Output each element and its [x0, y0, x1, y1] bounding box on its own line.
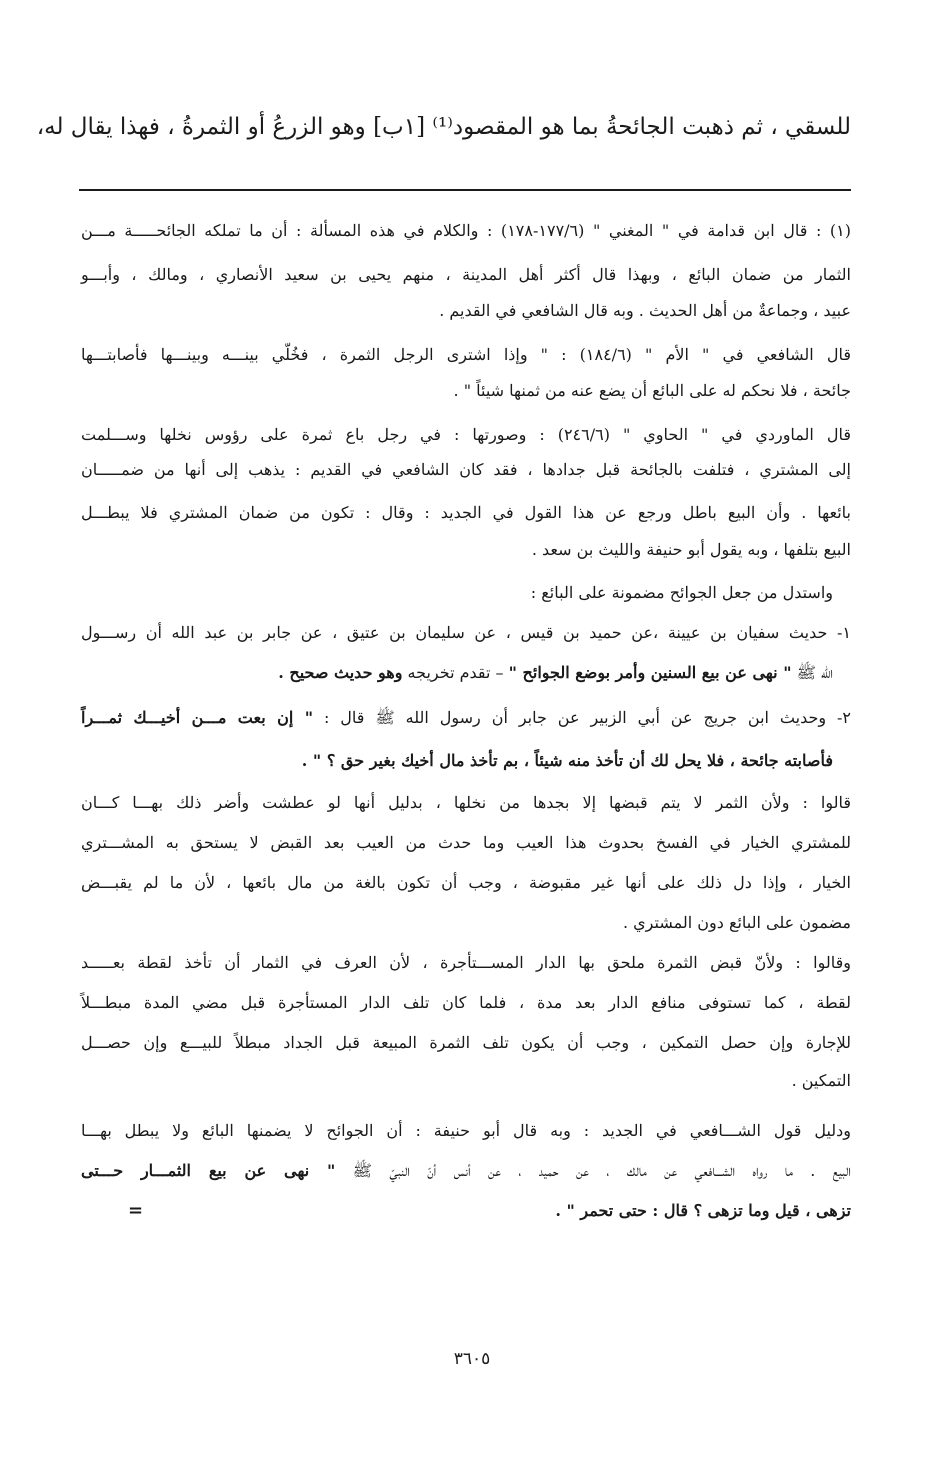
footnote-line — [81, 1158, 851, 1184]
footnote-text: الله ﷺ — [796, 663, 833, 682]
footnote-line: جائحة ، فلا نحكم له على البائع أن يضع عنه من ثمنها شيئاً " . — [453, 381, 851, 400]
footnote-line: قال الماوردي في " الحاوي " (٢٤٦/٦) : وصورتها : في رجل باع ثمرة على رؤوس نخلها وســـلمت — [81, 425, 851, 444]
footnote-line: واستدل من جعل الجوائح مضمونة على البائع : — [530, 583, 833, 602]
footnote-line: بائعها . وأن البيع باطل ورجع عن هذا القول في الجديد : وقال : تكون من ضمان المشتري فلا يبطـــل — [81, 503, 851, 522]
main-text-line: للسقي ، ثم ذهبت الجائحةُ بما هو المقصود⁽¹⁾ [١ب] وهو الزرعُ أو الثمرةُ ، فهذا يقال له، — [36, 114, 851, 140]
footnote-line: عبيد ، وجماعةٌ من أهل الحديث . وبه قال الشافعي في القديم . — [439, 301, 851, 320]
footnote-line: الخيار ، وإذا دل ذلك على أنها غير مقبوضة ، وجب أن تكون بالغة من مال بائعها ، لأن ما لم يقبـــض — [81, 873, 851, 892]
page-number: ٣٦٠٥ — [453, 1349, 491, 1369]
footnote-line: البيع بتلفها ، وبه يقول أبو حنيفة والليث بن سعد . — [531, 540, 851, 559]
footnote-line: الثمار من ضمان البائع ، وبهذا قال أكثر أهل المدينة ، منهم يحيى بن سعيد الأنصاري ، ومالك ، وأبـــو — [81, 265, 851, 284]
footnote-text: – تقدم تخريجه — [407, 663, 504, 682]
footnote-line — [81, 705, 851, 731]
footnote-line: لقطة ، كما تستوفى منافع الدار بعد مدة ، فلما كان تلف الدار المستأجرة قبل مضي المدة مبطـــلاً — [81, 993, 851, 1012]
footnote-line: مضمون على البائع دون المشتري . — [622, 913, 851, 932]
footnote-line: قالوا : ولأن الثمر لا يتم قبضها إلا بجدها من نخلها ، بدليل أنها لو عطشت وأضر ذلك بهـــا كـــان — [81, 793, 851, 812]
footnote-line: التمكين . — [791, 1071, 851, 1090]
grading-text: وهو حديث صحيح . — [278, 663, 403, 682]
hadith-quote: " نهى عن بيع الثمـــار حـــتى — [81, 1161, 336, 1180]
footnote-line — [81, 660, 851, 686]
footnote-line: وقالوا : ولأنّ قبض الثمرة ملحق بها الدار المســـتأجرة ، لأن العرف في الثمار أن تأخذ لقطة بعـــــد — [81, 953, 851, 972]
footnote-line: للإجارة وإن حصل التمكين ، وجب أن يكون تلف الثمرة المبيعة قبل الجداد مبطلاً للبيـــع وإن حصـــل — [81, 1033, 851, 1052]
hadith-quote: " نهى عن بيع السنين وأمر بوضع الجوائح " — [508, 663, 792, 682]
footnote-line: (١) : قال ابن قدامة في " المغني " (١٧٧/٦-١٧٨) : والكلام في هذه المسألة : أن ما تملكه الجائحـــــة مـــن — [81, 221, 852, 240]
footnote-text: ٢- وحديث ابن جريج عن أبي الزبير عن جابر أن رسول الله ﷺ قال : — [323, 708, 852, 727]
footnote-text: البيع . ما رواه الشـــافعي عن مالك ، عن حميد ، عن أنس أنّ النبيّ ﷺ — [352, 1161, 851, 1180]
footnote-line: قال الشافعي في " الأم " (١٨٤/٦) : " وإذا اشترى الرجل الثمرة ، فخُلّي بينـــه وبينـــها فأصابتـــها — [81, 345, 851, 364]
footnote-line: ١- حديث سفيان بن عيينة ،عن حميد بن قيس ، عن سليمان بن عتيق ، عن جابر بن عبد الله أن رســـول — [81, 623, 851, 642]
footnote-line: ودليل قول الشـــافعي في الجديد : وبه قال أبو حنيفة : أن الجوائح لا يضمنها البائع ولا يبطل بهـــا — [81, 1121, 851, 1140]
continuation-mark: = — [128, 1200, 144, 1221]
footnote-line: للمشتري الخيار في الفسخ بحدوث هذا العيب وما حدث من العيب بعد القبض لا يستحق به المشـــتري — [81, 833, 851, 852]
hadith-quote: " إن بعت مـــن أخيـــك ثمـــراً — [81, 708, 314, 727]
footnote-line: فأصابته جائحة ، فلا يحل لك أن تأخذ منه شيئاً ، بم تأخذ مال أخيك بغير حق ؟ " . — [301, 751, 833, 770]
footnote-line: تزهى ، قيل وما تزهى ؟ قال : حتى تحمر " . — [555, 1201, 851, 1220]
footnote-separator — [79, 189, 851, 191]
footnote-line: إلى المشتري ، فتلفت بالجائحة قبل جدادها ، فقد كان الشافعي في القديم : يذهب إلى أنها من ضمـــــان — [81, 460, 851, 479]
